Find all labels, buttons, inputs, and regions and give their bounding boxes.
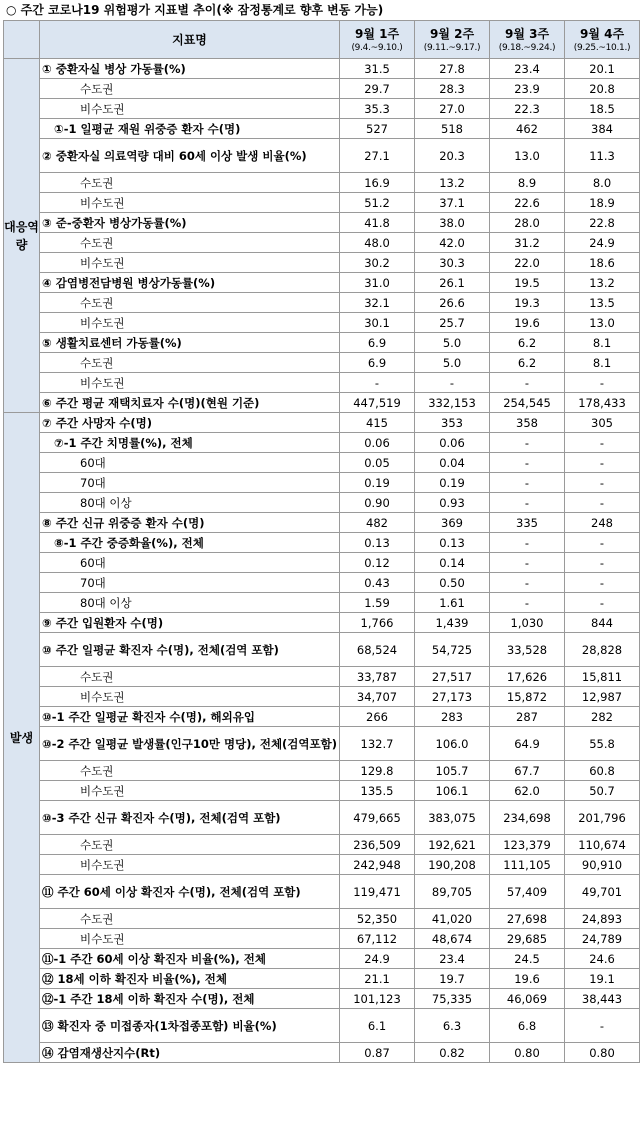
week-value: 19.6 [490,313,565,333]
week-value: 42.0 [415,233,490,253]
week-value: 353 [415,413,490,433]
week-value: 527 [340,119,415,139]
week-value: - [565,553,640,573]
week-value: 0.93 [415,493,490,513]
table-row [4,909,640,929]
week-value: 0.19 [340,473,415,493]
table-row [4,949,640,969]
week-value: 89,705 [415,875,490,909]
week-value: 12,987 [565,687,640,707]
week-value: 135.5 [340,781,415,801]
week-value: 64.9 [490,727,565,761]
week-value: 19.3 [490,293,565,313]
indicator-label: 수도권 [40,293,340,313]
week-value: - [490,593,565,613]
table-row [4,273,640,293]
week-value: 13.0 [490,139,565,173]
week-value: 13.2 [415,173,490,193]
table-row [4,59,640,79]
week-value: 8.1 [565,333,640,353]
week-value: 27.1 [340,139,415,173]
table-row [4,761,640,781]
table-header-row [4,21,640,59]
table-row [4,233,640,253]
week-value: 287 [490,707,565,727]
indicator-label: ⑩-2 주간 일평균 발생률(인구10만 명당), 전체(검역포함) [40,727,340,761]
table-row [4,533,640,553]
indicator-label: ⑫-1 주간 18세 이하 확진자 수(명), 전체 [40,989,340,1009]
week-value: 20.1 [565,59,640,79]
table-row [4,193,640,213]
table-row [4,835,640,855]
table-row [4,875,640,909]
table-row [4,801,640,835]
week-value: 27.0 [415,99,490,119]
week-value: 0.13 [415,533,490,553]
week-value: - [490,573,565,593]
week-value: 31.2 [490,233,565,253]
week-value: 105.7 [415,761,490,781]
indicator-label: 비수도권 [40,193,340,213]
week-header: 9월 4주 (9.25.~10.1.) [565,21,640,59]
week-value: 0.80 [565,1043,640,1063]
table-row [4,393,640,413]
indicator-label: ①-1 일평균 재원 위중증 환자 수(명) [40,119,340,139]
week-value: 20.3 [415,139,490,173]
table-row [4,453,640,473]
week-value: 18.5 [565,99,640,119]
week-value: 6.1 [340,1009,415,1043]
week-value: 57,409 [490,875,565,909]
table-row [4,119,640,139]
week-value: 23.9 [490,79,565,99]
week-value: - [490,453,565,473]
week-value: 22.3 [490,99,565,119]
week-value: 201,796 [565,801,640,835]
week-value: 19.7 [415,969,490,989]
week-value: 0.05 [340,453,415,473]
week-value: 123,379 [490,835,565,855]
week-value: 13.0 [565,313,640,333]
indicator-label: 수도권 [40,909,340,929]
table-row [4,781,640,801]
week-value: 90,910 [565,855,640,875]
indicator-label: 비수도권 [40,99,340,119]
week-value: 0.50 [415,573,490,593]
week-value: - [565,493,640,513]
table-row [4,413,640,433]
indicator-label: ⑪ 주간 60세 이상 확진자 수(명), 전체(검역 포함) [40,875,340,909]
week-value: 18.6 [565,253,640,273]
table-row [4,373,640,393]
week-value: 6.2 [490,353,565,373]
table-row [4,593,640,613]
indicator-label: ③ 준-중환자 병상가동률(%) [40,213,340,233]
week-value: - [565,453,640,473]
category-response-cell: 대응역량 [4,59,40,413]
week-value: 60.8 [565,761,640,781]
week-value: 24,789 [565,929,640,949]
week-value: 106.1 [415,781,490,801]
indicator-label: 비수도권 [40,253,340,273]
week-value: - [490,553,565,573]
table-row [4,727,640,761]
indicator-label: ⑦-1 주간 치명률(%), 전체 [40,433,340,453]
indicator-header: 지표명 [40,21,340,59]
table-row [4,513,640,533]
week-value: 41,020 [415,909,490,929]
week-value: 1,766 [340,613,415,633]
week-value: 335 [490,513,565,533]
table-row [4,473,640,493]
indicator-label: ⑩ 주간 일평균 확진자 수(명), 전체(검역 포함) [40,633,340,667]
week-value: - [565,473,640,493]
table-row [4,707,640,727]
week-value: 0.87 [340,1043,415,1063]
week-value: 0.06 [415,433,490,453]
week-value: 15,872 [490,687,565,707]
week-value: 236,509 [340,835,415,855]
week-value: 19.1 [565,969,640,989]
week-value: 242,948 [340,855,415,875]
week-value: 18.9 [565,193,640,213]
week-value: 24,893 [565,909,640,929]
table-row [4,633,640,667]
week-value: 28.0 [490,213,565,233]
week-value: 384 [565,119,640,139]
table-row [4,139,640,173]
week-value: 1,030 [490,613,565,633]
table-row [4,353,640,373]
week-value: - [565,433,640,453]
week-value: 415 [340,413,415,433]
week-value: - [415,373,490,393]
week-value: 41.8 [340,213,415,233]
indicator-label: 수도권 [40,173,340,193]
week-value: 27,517 [415,667,490,687]
indicator-label: 비수도권 [40,929,340,949]
week-value: 0.12 [340,553,415,573]
week-value: 0.04 [415,453,490,473]
table-row [4,553,640,573]
table-row [4,573,640,593]
indicator-label: 60대 [40,453,340,473]
week-value: - [565,533,640,553]
week-value: 19.5 [490,273,565,293]
week-value: 13.2 [565,273,640,293]
table-row [4,333,640,353]
week-value: - [565,573,640,593]
indicator-label: 80대 이상 [40,593,340,613]
indicator-label: ⑧ 주간 신규 위중증 환자 수(명) [40,513,340,533]
week-value: 6.8 [490,1009,565,1043]
week-value: 462 [490,119,565,139]
week-value: 35.3 [340,99,415,119]
week-value: 0.90 [340,493,415,513]
week-value: - [490,493,565,513]
week-header: 9월 1주 (9.4.~9.10.) [340,21,415,59]
week-value: 33,528 [490,633,565,667]
indicator-label: ⑪-1 주간 60세 이상 확진자 비율(%), 전체 [40,949,340,969]
week-value: 6.2 [490,333,565,353]
week-value: 33,787 [340,667,415,687]
indicator-label: 비수도권 [40,687,340,707]
week-value: 22.0 [490,253,565,273]
week-value: 23.4 [415,949,490,969]
week-value: 1,439 [415,613,490,633]
indicator-label: 70대 [40,473,340,493]
table-row [4,213,640,233]
indicator-label: ⑧-1 주간 중증화율(%), 전체 [40,533,340,553]
indicator-label: ⑬ 확진자 중 미접종자(1차접종포함) 비율(%) [40,1009,340,1043]
page-title: ○ 주간 코로나19 위험평가 지표별 추이(※ 잠정통계로 향후 변동 가능) [6,3,384,17]
indicator-label: ④ 감염병전담병원 병상가동률(%) [40,273,340,293]
indicator-label: ⑦ 주간 사망자 수(명) [40,413,340,433]
week-value: 129.8 [340,761,415,781]
week-value: 0.13 [340,533,415,553]
week-value: - [565,373,640,393]
indicator-label: 비수도권 [40,781,340,801]
week-value: 30.1 [340,313,415,333]
week-value: 17,626 [490,667,565,687]
indicator-label: 수도권 [40,353,340,373]
indicator-label: ⑤ 생활치료센터 가동률(%) [40,333,340,353]
week-value: 8.9 [490,173,565,193]
indicator-label: ② 중환자실 의료역량 대비 60세 이상 발생 비율(%) [40,139,340,173]
indicator-label: ⑫ 18세 이하 확진자 비율(%), 전체 [40,969,340,989]
week-value: 0.14 [415,553,490,573]
week-value: 38.0 [415,213,490,233]
table-row [4,855,640,875]
week-value: 31.5 [340,59,415,79]
indicator-label: ⑥ 주간 평균 재택치료자 수(명)(현원 기준) [40,393,340,413]
week-value: 5.0 [415,333,490,353]
week-value: 68,524 [340,633,415,667]
week-value: 16.9 [340,173,415,193]
week-value: 190,208 [415,855,490,875]
table-row [4,293,640,313]
week-value: 34,707 [340,687,415,707]
week-value: 0.80 [490,1043,565,1063]
week-value: 6.9 [340,333,415,353]
indicator-label: 수도권 [40,761,340,781]
indicator-label: ⑨ 주간 입원환자 수(명) [40,613,340,633]
indicator-label: 70대 [40,573,340,593]
week-value: - [490,433,565,453]
week-value: 332,153 [415,393,490,413]
indicator-label: 수도권 [40,667,340,687]
week-value: 0.43 [340,573,415,593]
week-value: 369 [415,513,490,533]
week-value: 282 [565,707,640,727]
week-value: 48,674 [415,929,490,949]
week-value: 111,105 [490,855,565,875]
week-value: 26.6 [415,293,490,313]
week-value: 119,471 [340,875,415,909]
week-value: 26.1 [415,273,490,293]
week-value: 49,701 [565,875,640,909]
week-value: - [490,473,565,493]
week-value: 8.1 [565,353,640,373]
week-value: 305 [565,413,640,433]
week-value: 46,069 [490,989,565,1009]
week-value: 23.4 [490,59,565,79]
week-value: 52,350 [340,909,415,929]
indicator-label: 수도권 [40,835,340,855]
week-value: 21.1 [340,969,415,989]
indicator-label: ① 중환자실 병상 가동률(%) [40,59,340,79]
week-value: 24.9 [565,233,640,253]
week-value: 28.3 [415,79,490,99]
week-value: 50.7 [565,781,640,801]
week-value: 30.2 [340,253,415,273]
table-row [4,253,640,273]
indicator-label: 비수도권 [40,855,340,875]
week-value: 132.7 [340,727,415,761]
week-value: 38,443 [565,989,640,1009]
week-value: 29,685 [490,929,565,949]
week-value: 27,173 [415,687,490,707]
week-value: 32.1 [340,293,415,313]
week-value: 51.2 [340,193,415,213]
week-value: 75,335 [415,989,490,1009]
week-value: 30.3 [415,253,490,273]
week-value: 0.82 [415,1043,490,1063]
week-value: 101,123 [340,989,415,1009]
week-value: 1.61 [415,593,490,613]
week-value: 266 [340,707,415,727]
table-row [4,989,640,1009]
week-value: 15,811 [565,667,640,687]
week-value: - [490,533,565,553]
week-value: 24.6 [565,949,640,969]
table-row [4,929,640,949]
category-occurrence-cell: 발생 [4,413,40,1063]
indicator-label: ⑩-3 주간 신규 확진자 수(명), 전체(검역 포함) [40,801,340,835]
table-row [4,687,640,707]
week-value: 28,828 [565,633,640,667]
indicator-label: 수도권 [40,233,340,253]
indicator-label: ⑭ 감염재생산지수(Rt) [40,1043,340,1063]
week-value: 22.8 [565,213,640,233]
week-value: 479,665 [340,801,415,835]
indicator-label: 비수도권 [40,313,340,333]
table-row [4,1009,640,1043]
week-value: 27,698 [490,909,565,929]
week-value: 62.0 [490,781,565,801]
week-value: 178,433 [565,393,640,413]
week-value: 110,674 [565,835,640,855]
week-value: 24.5 [490,949,565,969]
week-header: 9월 3주 (9.18.~9.24.) [490,21,565,59]
indicator-label: 비수도권 [40,373,340,393]
week-value: 54,725 [415,633,490,667]
table-row [4,313,640,333]
week-header: 9월 2주 (9.11.~9.17.) [415,21,490,59]
week-value: 67.7 [490,761,565,781]
week-value: 27.8 [415,59,490,79]
table-row [4,969,640,989]
table-row [4,173,640,193]
indicator-label: 80대 이상 [40,493,340,513]
week-value: - [565,593,640,613]
week-value: 447,519 [340,393,415,413]
week-value: 106.0 [415,727,490,761]
week-value: 518 [415,119,490,139]
week-value: 234,698 [490,801,565,835]
week-value: 55.8 [565,727,640,761]
indicator-label: ⑩-1 주간 일평균 확진자 수(명), 해외유입 [40,707,340,727]
week-value: 37.1 [415,193,490,213]
table-row [4,99,640,119]
indicator-label: 수도권 [40,79,340,99]
week-value: 19.6 [490,969,565,989]
week-value: - [490,373,565,393]
risk-indicator-table [3,20,640,1063]
week-value: 11.3 [565,139,640,173]
category-header-cell [4,21,40,59]
week-value: 6.9 [340,353,415,373]
week-value: 844 [565,613,640,633]
table-row [4,493,640,513]
week-value: - [340,373,415,393]
indicator-label: 60대 [40,553,340,573]
week-value: 29.7 [340,79,415,99]
week-value: 13.5 [565,293,640,313]
week-value: 8.0 [565,173,640,193]
table-row [4,1043,640,1063]
week-value: 1.59 [340,593,415,613]
week-value: 67,112 [340,929,415,949]
table-row [4,667,640,687]
week-value: 31.0 [340,273,415,293]
week-value: 20.8 [565,79,640,99]
week-value: 25.7 [415,313,490,333]
week-value: 0.06 [340,433,415,453]
week-value: 383,075 [415,801,490,835]
table-row [4,79,640,99]
week-value: 22.6 [490,193,565,213]
table-row [4,433,640,453]
table-row [4,613,640,633]
week-value: 482 [340,513,415,533]
week-value: 358 [490,413,565,433]
week-value: 48.0 [340,233,415,253]
week-value: - [565,1009,640,1043]
week-value: 5.0 [415,353,490,373]
week-value: 248 [565,513,640,533]
week-value: 254,545 [490,393,565,413]
week-value: 24.9 [340,949,415,969]
week-value: 6.3 [415,1009,490,1043]
week-value: 192,621 [415,835,490,855]
week-value: 283 [415,707,490,727]
week-value: 0.19 [415,473,490,493]
